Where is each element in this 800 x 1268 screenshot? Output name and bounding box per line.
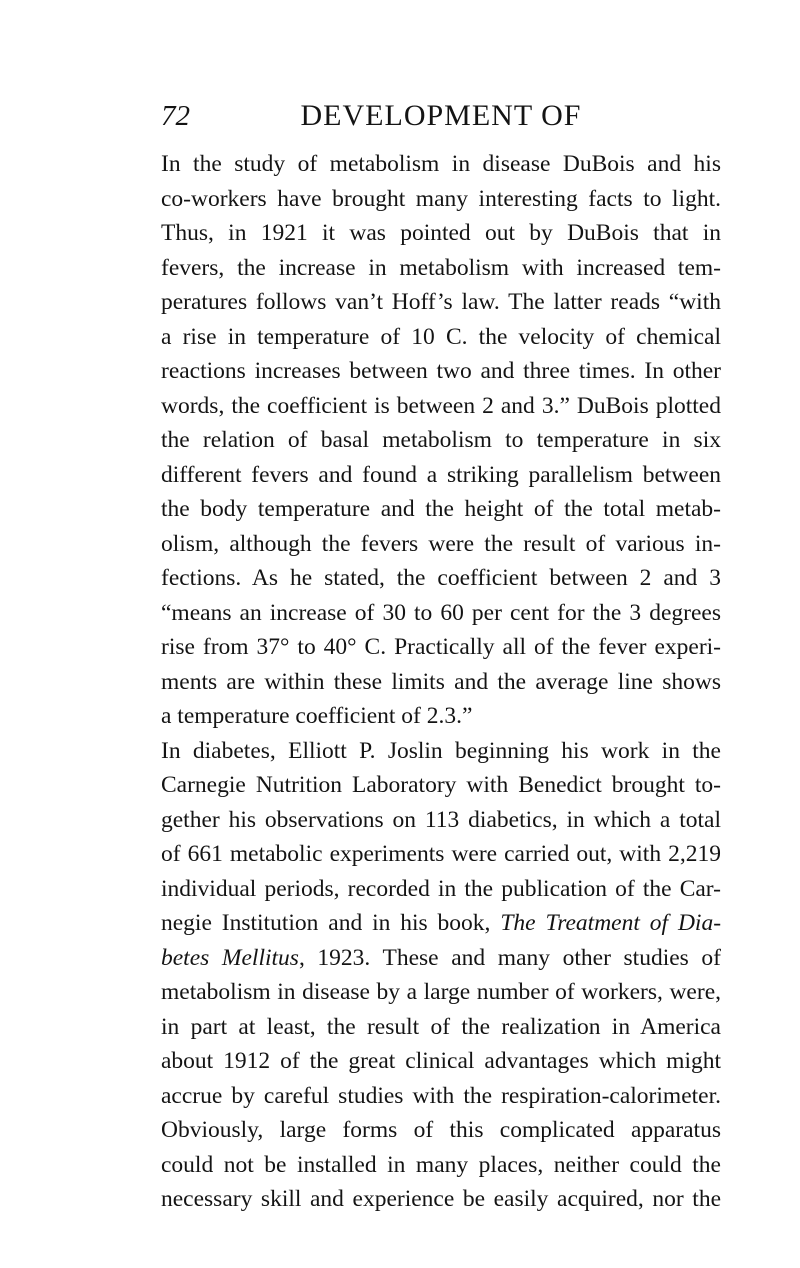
text-line: a temperature coefficient of 2.3.”: [161, 703, 473, 729]
text-line: fections. As he stated, the coefficient between 2 and 3: [161, 565, 721, 591]
text-line: “means an increase of 30 to 60 per cent for the 3 degrees: [161, 599, 721, 626]
running-head: DEVELOPMENT OF: [300, 99, 582, 132]
text-line: about 1912 of the great clinical advantages which might: [161, 1048, 721, 1074]
text-line: olism, although the fevers were the result of various in-: [161, 530, 721, 557]
text-line: gether his observations on 113 diabetics, in which a total: [161, 806, 721, 833]
text-line: necessary skill and experience be easily acquired, nor the: [161, 1186, 721, 1212]
text-line: words, the coefficient is between 2 and 3.” DuBois plotted: [161, 392, 721, 419]
text-line: rise from 37° to 40° C. Practically all of the fever experi-: [161, 634, 721, 660]
text-line: ments are within these limits and the average line shows: [161, 668, 721, 695]
text-line: in part at least, the result of the realization in America: [161, 1013, 721, 1040]
text-line: individual periods, recorded in the publication of the Car-: [161, 875, 721, 902]
page-header: [161, 96, 721, 136]
book-title-part2: betes Mellitus: [161, 944, 299, 971]
text-line: In the study of metabolism in disease DuBois and his: [161, 151, 721, 177]
text-line-with-title: [161, 941, 721, 976]
text-line: a rise in temperature of 10 C. the velocity of chemical: [161, 323, 721, 350]
body-text: [161, 147, 721, 1217]
text-line: co-workers have brought many interesting facts to light.: [161, 185, 721, 212]
text-line: Carnegie Nutrition Laboratory with Benedict brought to-: [161, 772, 721, 798]
text-line: different fevers and found a striking parallelism between: [161, 461, 721, 488]
text-line: the relation of basal metabolism to temperature in six: [161, 427, 721, 453]
text-line: accrue by careful studies with the respiration-calorimeter.: [161, 1082, 721, 1109]
text-segment: , 1923. These and many other studies of: [298, 944, 722, 971]
text-segment: negie Institution and in his book,: [161, 910, 491, 936]
text-line: the body temperature and the height of the total metab-: [161, 496, 721, 522]
text-line: metabolism in disease by a large number of workers, were,: [161, 979, 721, 1005]
book-title-part1: The Treatment of Dia-: [500, 910, 722, 936]
text-line: peratures follows van’t Hoff’s law. The latter reads “with: [161, 289, 721, 315]
text-line: of 661 metabolic experiments were carried out, with 2,219: [161, 841, 721, 867]
text-line: reactions increases between two and three times. In other: [161, 358, 721, 384]
text-line-with-title: [161, 906, 721, 941]
text-line: In diabetes, Elliott P. Joslin beginning his work in the: [161, 737, 721, 764]
text-line: fevers, the increase in metabolism with increased tem-: [161, 254, 721, 281]
page-number: 72: [161, 100, 190, 132]
text-line: could not be installed in many places, neither could the: [161, 1151, 721, 1178]
text-line: Thus, in 1921 it was pointed out by DuBois that in: [161, 220, 721, 246]
text-line: Obviously, large forms of this complicated apparatus: [161, 1117, 721, 1143]
